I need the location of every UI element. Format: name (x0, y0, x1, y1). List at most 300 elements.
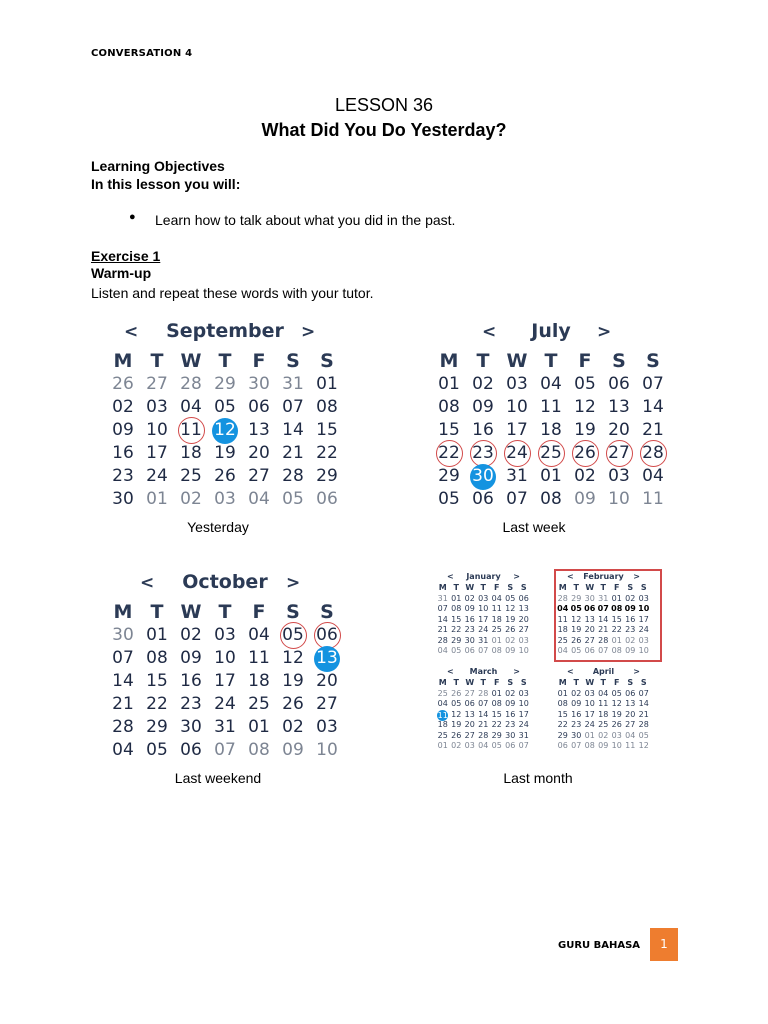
day-cell[interactable] (466, 419, 500, 442)
next-month-arrow[interactable]: > (633, 667, 640, 676)
day-cell[interactable] (106, 419, 140, 442)
day-cell[interactable] (504, 710, 518, 721)
day-cell[interactable] (106, 488, 140, 511)
day-cell[interactable] (534, 465, 568, 488)
day-cell[interactable] (636, 419, 670, 442)
prev-month-arrow[interactable]: < (140, 573, 155, 593)
day-cell[interactable] (490, 699, 504, 710)
day-cell[interactable] (583, 731, 597, 742)
day-cell[interactable] (436, 604, 450, 615)
day-cell[interactable] (463, 604, 477, 615)
day-cell[interactable] (517, 604, 531, 615)
day-cell[interactable] (624, 604, 638, 615)
day-cell[interactable] (242, 647, 276, 670)
day-cell[interactable] (208, 419, 242, 442)
day-cell[interactable] (450, 625, 464, 636)
day-cell[interactable] (140, 373, 174, 396)
day-cell[interactable] (583, 720, 597, 731)
day-cell[interactable] (463, 689, 477, 700)
prev-month-arrow[interactable]: < (567, 667, 574, 676)
day-cell[interactable] (450, 720, 464, 731)
day-cell[interactable] (583, 615, 597, 626)
day-cell[interactable] (504, 731, 518, 742)
day-cell[interactable] (490, 741, 504, 752)
day-cell[interactable] (276, 419, 310, 442)
day-cell[interactable] (583, 594, 597, 605)
day-cell[interactable] (276, 693, 310, 716)
day-cell[interactable] (490, 625, 504, 636)
day-cell[interactable] (174, 373, 208, 396)
day-cell[interactable] (556, 636, 570, 647)
day-cell[interactable] (556, 594, 570, 605)
day-cell[interactable] (500, 442, 534, 465)
day-cell[interactable] (602, 442, 636, 465)
day-cell[interactable] (637, 625, 651, 636)
day-cell[interactable] (636, 396, 670, 419)
next-month-arrow[interactable]: > (286, 573, 301, 593)
day-cell[interactable] (432, 465, 466, 488)
day-cell[interactable] (276, 373, 310, 396)
day-cell[interactable] (556, 625, 570, 636)
day-cell[interactable] (500, 373, 534, 396)
day-cell[interactable] (140, 693, 174, 716)
day-cell[interactable] (504, 741, 518, 752)
day-cell[interactable] (517, 731, 531, 742)
day-cell[interactable] (242, 442, 276, 465)
day-cell[interactable] (624, 731, 638, 742)
day-cell[interactable] (436, 615, 450, 626)
day-cell[interactable] (242, 624, 276, 647)
day-cell[interactable] (568, 373, 602, 396)
day-cell[interactable] (568, 465, 602, 488)
day-cell[interactable] (556, 741, 570, 752)
day-cell[interactable] (477, 689, 491, 700)
day-cell[interactable] (597, 604, 611, 615)
day-cell[interactable] (242, 739, 276, 762)
day-cell[interactable] (140, 716, 174, 739)
day-cell[interactable] (637, 699, 651, 710)
day-cell[interactable] (597, 741, 611, 752)
day-cell[interactable] (463, 594, 477, 605)
day-cell[interactable] (490, 689, 504, 700)
next-month-arrow[interactable]: > (633, 572, 640, 581)
day-cell[interactable] (140, 396, 174, 419)
day-cell[interactable] (208, 647, 242, 670)
day-cell[interactable] (140, 647, 174, 670)
day-cell[interactable] (637, 720, 651, 731)
day-cell[interactable] (140, 488, 174, 511)
day-cell[interactable] (568, 419, 602, 442)
day-cell[interactable] (570, 731, 584, 742)
day-cell[interactable] (466, 465, 500, 488)
day-cell[interactable] (106, 716, 140, 739)
day-cell[interactable] (450, 699, 464, 710)
day-cell[interactable] (570, 646, 584, 657)
day-cell[interactable] (624, 615, 638, 626)
day-cell[interactable] (504, 646, 518, 657)
day-cell[interactable] (174, 396, 208, 419)
day-cell[interactable] (450, 710, 464, 721)
day-cell[interactable] (208, 693, 242, 716)
day-cell[interactable] (436, 710, 450, 721)
day-cell[interactable] (500, 488, 534, 511)
prev-month-arrow[interactable]: < (447, 572, 454, 581)
day-cell[interactable] (208, 465, 242, 488)
day-cell[interactable] (276, 739, 310, 762)
day-cell[interactable] (610, 731, 624, 742)
day-cell[interactable] (310, 624, 344, 647)
day-cell[interactable] (568, 396, 602, 419)
day-cell[interactable] (106, 442, 140, 465)
day-cell[interactable] (463, 636, 477, 647)
day-cell[interactable] (463, 710, 477, 721)
day-cell[interactable] (174, 624, 208, 647)
day-cell[interactable] (504, 615, 518, 626)
day-cell[interactable] (208, 624, 242, 647)
day-cell[interactable] (432, 396, 466, 419)
day-cell[interactable] (490, 604, 504, 615)
day-cell[interactable] (610, 710, 624, 721)
day-cell[interactable] (583, 625, 597, 636)
day-cell[interactable] (583, 741, 597, 752)
day-cell[interactable] (174, 716, 208, 739)
day-cell[interactable] (276, 624, 310, 647)
day-cell[interactable] (106, 647, 140, 670)
day-cell[interactable] (208, 373, 242, 396)
day-cell[interactable] (517, 594, 531, 605)
day-cell[interactable] (504, 699, 518, 710)
day-cell[interactable] (436, 689, 450, 700)
day-cell[interactable] (174, 419, 208, 442)
day-cell[interactable] (276, 647, 310, 670)
day-cell[interactable] (610, 741, 624, 752)
day-cell[interactable] (500, 465, 534, 488)
day-cell[interactable] (242, 396, 276, 419)
next-month-arrow[interactable]: > (301, 322, 316, 342)
day-cell[interactable] (276, 442, 310, 465)
next-month-arrow[interactable]: > (513, 667, 520, 676)
day-cell[interactable] (477, 710, 491, 721)
day-cell[interactable] (610, 689, 624, 700)
day-cell[interactable] (477, 625, 491, 636)
next-month-arrow[interactable]: > (597, 322, 612, 342)
day-cell[interactable] (310, 647, 344, 670)
day-cell[interactable] (208, 442, 242, 465)
day-cell[interactable] (624, 636, 638, 647)
day-cell[interactable] (436, 636, 450, 647)
day-cell[interactable] (490, 594, 504, 605)
day-cell[interactable] (208, 488, 242, 511)
day-cell[interactable] (310, 488, 344, 511)
day-cell[interactable] (436, 731, 450, 742)
day-cell[interactable] (583, 689, 597, 700)
day-cell[interactable] (463, 731, 477, 742)
day-cell[interactable] (432, 488, 466, 511)
day-cell[interactable] (466, 373, 500, 396)
day-cell[interactable] (450, 615, 464, 626)
day-cell[interactable] (568, 488, 602, 511)
day-cell[interactable] (610, 604, 624, 615)
day-cell[interactable] (610, 594, 624, 605)
prev-month-arrow[interactable]: < (567, 572, 574, 581)
day-cell[interactable] (477, 646, 491, 657)
day-cell[interactable] (610, 699, 624, 710)
day-cell[interactable] (174, 488, 208, 511)
day-cell[interactable] (276, 670, 310, 693)
day-cell[interactable] (466, 488, 500, 511)
day-cell[interactable] (174, 739, 208, 762)
day-cell[interactable] (517, 636, 531, 647)
day-cell[interactable] (436, 741, 450, 752)
day-cell[interactable] (310, 442, 344, 465)
day-cell[interactable] (597, 625, 611, 636)
day-cell[interactable] (602, 373, 636, 396)
day-cell[interactable] (504, 689, 518, 700)
day-cell[interactable] (570, 741, 584, 752)
day-cell[interactable] (490, 615, 504, 626)
day-cell[interactable] (477, 594, 491, 605)
day-cell[interactable] (534, 488, 568, 511)
day-cell[interactable] (174, 465, 208, 488)
day-cell[interactable] (568, 442, 602, 465)
day-cell[interactable] (637, 604, 651, 615)
day-cell[interactable] (310, 419, 344, 442)
day-cell[interactable] (477, 699, 491, 710)
day-cell[interactable] (466, 396, 500, 419)
day-cell[interactable] (637, 731, 651, 742)
day-cell[interactable] (500, 419, 534, 442)
day-cell[interactable] (624, 710, 638, 721)
day-cell[interactable] (504, 625, 518, 636)
day-cell[interactable] (450, 741, 464, 752)
day-cell[interactable] (242, 419, 276, 442)
day-cell[interactable] (597, 615, 611, 626)
day-cell[interactable] (477, 741, 491, 752)
day-cell[interactable] (140, 442, 174, 465)
day-cell[interactable] (432, 442, 466, 465)
day-cell[interactable] (570, 710, 584, 721)
day-cell[interactable] (436, 594, 450, 605)
day-cell[interactable] (463, 615, 477, 626)
day-cell[interactable] (517, 720, 531, 731)
day-cell[interactable] (556, 720, 570, 731)
day-cell[interactable] (534, 442, 568, 465)
day-cell[interactable] (570, 604, 584, 615)
day-cell[interactable] (436, 720, 450, 731)
day-cell[interactable] (610, 625, 624, 636)
day-cell[interactable] (106, 670, 140, 693)
day-cell[interactable] (624, 646, 638, 657)
day-cell[interactable] (583, 699, 597, 710)
day-cell[interactable] (583, 646, 597, 657)
day-cell[interactable] (556, 689, 570, 700)
day-cell[interactable] (636, 373, 670, 396)
day-cell[interactable] (624, 741, 638, 752)
day-cell[interactable] (208, 739, 242, 762)
day-cell[interactable] (602, 396, 636, 419)
day-cell[interactable] (517, 689, 531, 700)
day-cell[interactable] (556, 710, 570, 721)
day-cell[interactable] (570, 689, 584, 700)
day-cell[interactable] (570, 615, 584, 626)
day-cell[interactable] (624, 625, 638, 636)
day-cell[interactable] (310, 670, 344, 693)
prev-month-arrow[interactable]: < (482, 322, 497, 342)
day-cell[interactable] (534, 373, 568, 396)
day-cell[interactable] (583, 710, 597, 721)
prev-month-arrow[interactable]: < (124, 322, 139, 342)
day-cell[interactable] (463, 699, 477, 710)
day-cell[interactable] (636, 465, 670, 488)
day-cell[interactable] (490, 636, 504, 647)
day-cell[interactable] (450, 594, 464, 605)
day-cell[interactable] (490, 731, 504, 742)
day-cell[interactable] (517, 615, 531, 626)
day-cell[interactable] (490, 710, 504, 721)
day-cell[interactable] (597, 689, 611, 700)
day-cell[interactable] (242, 488, 276, 511)
day-cell[interactable] (450, 689, 464, 700)
day-cell[interactable] (602, 419, 636, 442)
day-cell[interactable] (504, 604, 518, 615)
day-cell[interactable] (208, 716, 242, 739)
day-cell[interactable] (636, 442, 670, 465)
day-cell[interactable] (477, 636, 491, 647)
day-cell[interactable] (637, 741, 651, 752)
day-cell[interactable] (517, 646, 531, 657)
day-cell[interactable] (174, 693, 208, 716)
day-cell[interactable] (583, 636, 597, 647)
day-cell[interactable] (450, 636, 464, 647)
day-cell[interactable] (504, 636, 518, 647)
day-cell[interactable] (242, 693, 276, 716)
day-cell[interactable] (242, 716, 276, 739)
day-cell[interactable] (106, 739, 140, 762)
day-cell[interactable] (583, 604, 597, 615)
day-cell[interactable] (466, 442, 500, 465)
day-cell[interactable] (597, 636, 611, 647)
day-cell[interactable] (636, 488, 670, 511)
day-cell[interactable] (556, 699, 570, 710)
day-cell[interactable] (477, 731, 491, 742)
day-cell[interactable] (140, 670, 174, 693)
day-cell[interactable] (106, 373, 140, 396)
day-cell[interactable] (477, 720, 491, 731)
day-cell[interactable] (610, 615, 624, 626)
day-cell[interactable] (637, 689, 651, 700)
day-cell[interactable] (597, 710, 611, 721)
day-cell[interactable] (310, 739, 344, 762)
day-cell[interactable] (450, 646, 464, 657)
day-cell[interactable] (570, 625, 584, 636)
day-cell[interactable] (610, 720, 624, 731)
day-cell[interactable] (463, 741, 477, 752)
day-cell[interactable] (310, 716, 344, 739)
day-cell[interactable] (500, 396, 534, 419)
day-cell[interactable] (436, 699, 450, 710)
day-cell[interactable] (624, 594, 638, 605)
day-cell[interactable] (140, 739, 174, 762)
day-cell[interactable] (556, 646, 570, 657)
day-cell[interactable] (140, 465, 174, 488)
day-cell[interactable] (432, 419, 466, 442)
day-cell[interactable] (556, 731, 570, 742)
day-cell[interactable] (310, 373, 344, 396)
day-cell[interactable] (637, 615, 651, 626)
day-cell[interactable] (242, 465, 276, 488)
day-cell[interactable] (624, 720, 638, 731)
day-cell[interactable] (242, 670, 276, 693)
day-cell[interactable] (597, 731, 611, 742)
day-cell[interactable] (450, 731, 464, 742)
day-cell[interactable] (602, 465, 636, 488)
day-cell[interactable] (637, 636, 651, 647)
day-cell[interactable] (436, 646, 450, 657)
day-cell[interactable] (517, 625, 531, 636)
day-cell[interactable] (106, 624, 140, 647)
day-cell[interactable] (208, 396, 242, 419)
day-cell[interactable] (432, 373, 466, 396)
day-cell[interactable] (637, 594, 651, 605)
day-cell[interactable] (450, 604, 464, 615)
day-cell[interactable] (174, 670, 208, 693)
day-cell[interactable] (504, 594, 518, 605)
day-cell[interactable] (490, 720, 504, 731)
day-cell[interactable] (463, 720, 477, 731)
day-cell[interactable] (610, 636, 624, 647)
day-cell[interactable] (310, 693, 344, 716)
day-cell[interactable] (534, 396, 568, 419)
day-cell[interactable] (570, 699, 584, 710)
day-cell[interactable] (556, 604, 570, 615)
day-cell[interactable] (597, 699, 611, 710)
day-cell[interactable] (517, 710, 531, 721)
day-cell[interactable] (637, 710, 651, 721)
day-cell[interactable] (597, 646, 611, 657)
day-cell[interactable] (242, 373, 276, 396)
day-cell[interactable] (570, 720, 584, 731)
day-cell[interactable] (534, 419, 568, 442)
day-cell[interactable] (276, 716, 310, 739)
next-month-arrow[interactable]: > (513, 572, 520, 581)
day-cell[interactable] (504, 720, 518, 731)
day-cell[interactable] (276, 396, 310, 419)
day-cell[interactable] (276, 465, 310, 488)
day-cell[interactable] (463, 646, 477, 657)
day-cell[interactable] (602, 488, 636, 511)
day-cell[interactable] (570, 636, 584, 647)
day-cell[interactable] (436, 625, 450, 636)
day-cell[interactable] (310, 396, 344, 419)
day-cell[interactable] (517, 699, 531, 710)
day-cell[interactable] (106, 693, 140, 716)
day-cell[interactable] (597, 720, 611, 731)
day-cell[interactable] (624, 689, 638, 700)
day-cell[interactable] (276, 488, 310, 511)
day-cell[interactable] (637, 646, 651, 657)
day-cell[interactable] (477, 615, 491, 626)
day-cell[interactable] (174, 647, 208, 670)
day-cell[interactable] (140, 419, 174, 442)
day-cell[interactable] (208, 670, 242, 693)
day-cell[interactable] (610, 646, 624, 657)
day-cell[interactable] (140, 624, 174, 647)
day-cell[interactable] (517, 741, 531, 752)
day-cell[interactable] (463, 625, 477, 636)
day-cell[interactable] (597, 594, 611, 605)
day-cell[interactable] (624, 699, 638, 710)
day-cell[interactable] (570, 594, 584, 605)
